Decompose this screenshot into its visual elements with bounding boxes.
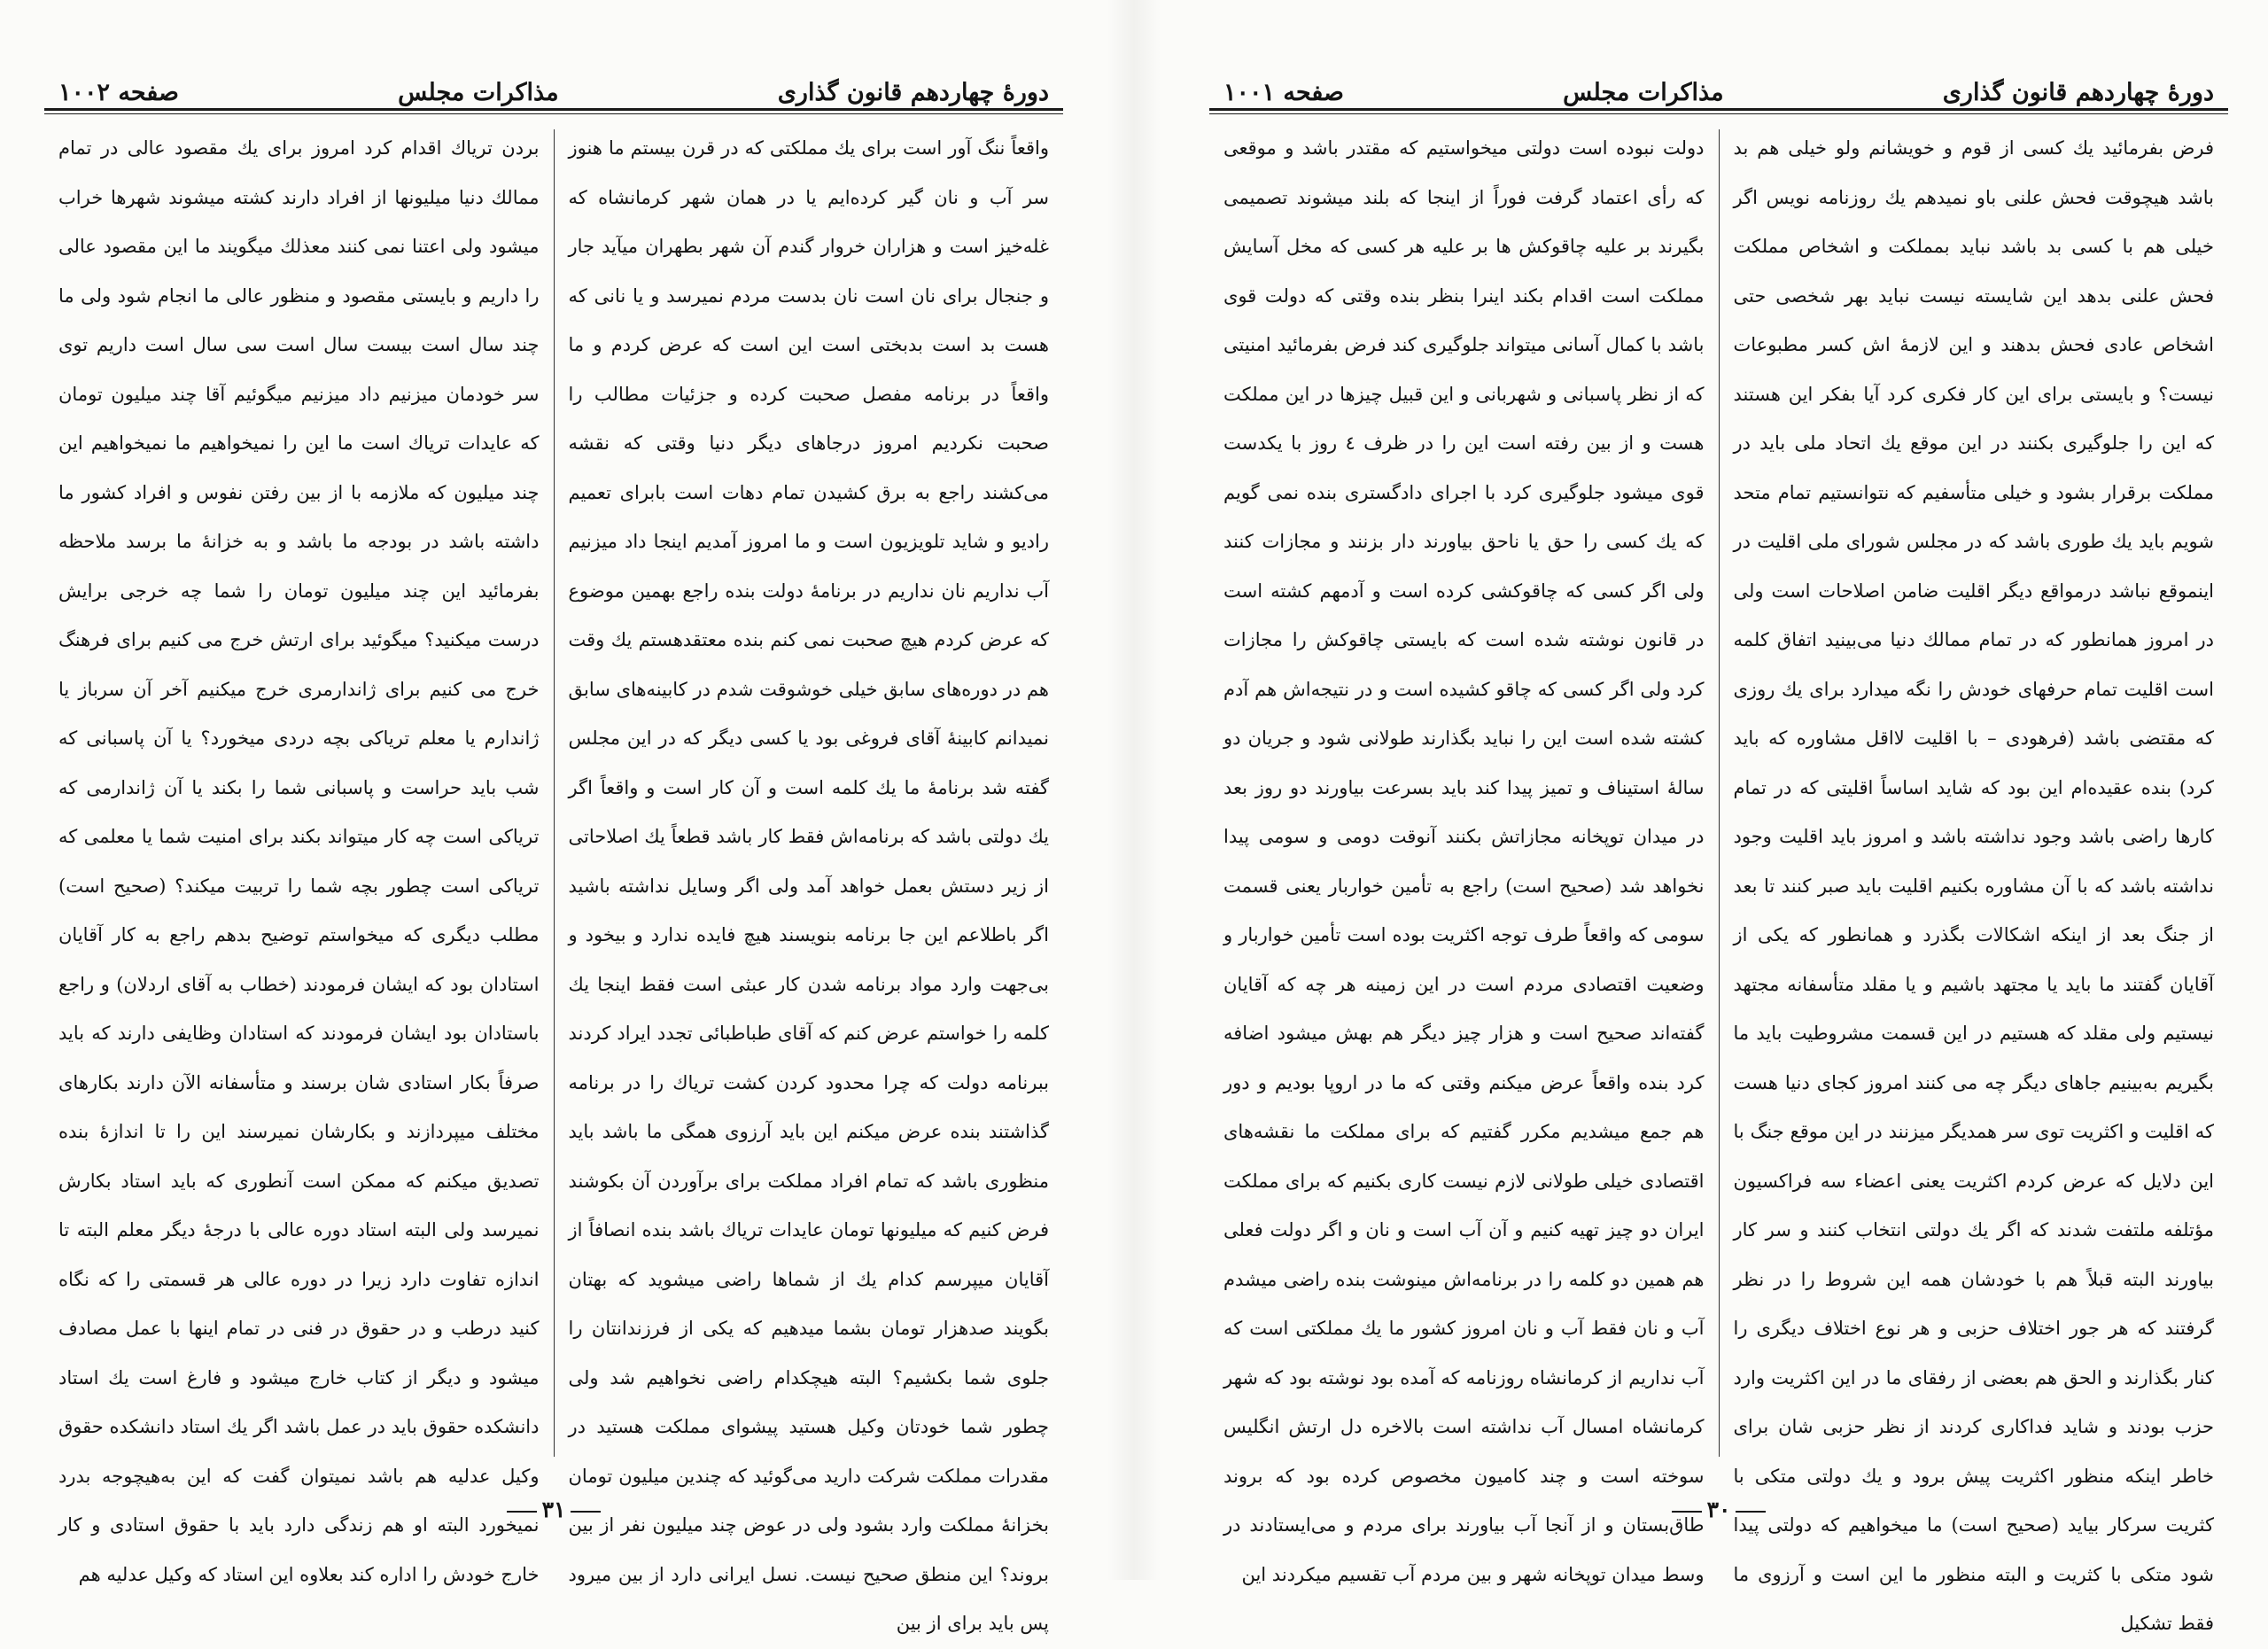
right-folio-number: ۳۰: [1706, 1497, 1731, 1522]
left-folio-number: ۳۱: [541, 1497, 566, 1522]
left-column-divider: [554, 129, 555, 1457]
right-session-title: دورهٔ چهاردهم قانون گذاری: [1942, 79, 2214, 106]
right-header-rule: [1209, 108, 2228, 111]
right-folio: [1209, 1497, 2228, 1522]
left-folio: [44, 1497, 1063, 1522]
folio-dash: [507, 1511, 537, 1513]
right-column-left-text: دولت نبوده است دولتی میخواستیم که مقتدر باشد و موقعی که رأی اعتماد گرفت فوراً از اینجا که بلند میشوند تصمیمی بگیرند بر علیه چاقوکش ها بر علیه هر کسی که مخل آسایش مملکت است اقدام بکند اینرا بنظر بنده وقتی که دولت قوی باشد با کمال آسانی میتواند جلوگیری کند فرض بفرمائید امنیتی که از نظر پاسبانی و شهربانی و این قبیل چیزها در این مملکت هست و از بین رفته است این را در ظرف ٤ روز با یکدست قوی میشود جلوگیری کرد با اجرای دادگستری بنده نمی گویم که یك کسی را حق یا ناحق بیاورند دار بزنند و مجازات کنند ولی اگر کسی که چاقوکشی کرده است و آدمهم کشته است در قانون نوشته شده است که بایستی چاقوکش را مجازات کرد ولی اگر کسی که چاقو کشیده است و در نتیجه‌اش هم آدم کشته شده است این را نباید بگذارند طولانی شود و جریان دو سالهٔ استیناف و تمیز پیدا کند باید بسرعت بیاورند دو روز بعد در میدان توپخانه مجازاتش بکنند آنوقت دومی و سومی پیدا نخواهد شد (صحیح است) راجع به تأمین خواربار یعنی قسمت سومی که واقعاً طرف توجه اکثریت بوده است تأمین خواربار و وضعیت اقتصادی مردم است در این زمینه هر چه که آقایان گفته‌اند صحیح است و هزار چیز دیگر هم بهش میشود اضافه کرد بنده واقعاً عرض میکنم وقتی که ما در اروپا بودیم و دور هم جمع میشدیم مکرر گفتیم که برای مملکت ما نقشه‌های اقتصادی خیلی طولانی لازم نیست کاری بکنیم که برای مملکت ایران دو چیز تهیه کنیم و آن آب است و نان و اگر دولت فعلی هم همین دو کلمه را در برنامه‌اش مینوشت بنده راضی میشدم آب و نان فقط آب و نان امروز کشور ما یك مملکتی است که آب نداریم از کرمانشاه روزنامه که آمده بود نوشته بود که شهر کرمانشاه امسال آب نداشته است بالاخره دل ارتش انگلیس سوخته است و چند کامیون مخصوص کرده بود که بروند طاق‌بستان و از آنجا آب بیاورند برای مردم و می‌ایستادند در وسط میدان توپخانه شهر و بین مردم آب تقسیم میکردند این: [1223, 137, 1705, 1585]
right-column-right-text: فرض بفرمائید یك کسی از قوم و خویشانم ولو خیلی هم بد باشد هیچوقت فحش علنی باو نمیدهم یك روزنامه نویس اگر خیلی هم با کسی بد باشد نباید بمملکت و اشخاص مملکت فحش علنی بدهد این شایسته نیست نباید بهر شخصی حتی اشخاص عادی فحش بدهند و این لازمهٔ اش کسر مطبوعات نیست؟ و بایستی برای این کار فکری کرد آیا بفکر این هستند که این را جلوگیری بکنند در این موقع یك اتحاد ملی باید در مملکت برقرار بشود و خیلی متأسفیم که نتوانستیم تمام متحد شویم باید یك طوری باشد که در مجلس شورای ملی اقلیت در اینموقع نباشد درمواقع دیگر اقلیت ضامن اصلاحات است ولی در امروز همانطور که در تمام ممالك دنیا می‌بینید اتفاق کلمه است اقلیت تمام حرفهای خودش را نگه میدارد برای یك روزی که مقتضی باشد (فرهودی – با اقلیت لااقل مشاوره که باید کرد) بنده عقیده‌ام این بود که شاید اساساً اقلیتی که در تمام کارها راضی باشد وجود نداشته باشد و امروز باید اقلیت وجود نداشته باشد که با آن مشاوره بکنیم اقلیت باید صبر کنند تا بعد از جنگ بعد از اینکه اشکالات بگذرد و همانطور که یکی از آقایان گفتند ما باید یا مجتهد باشیم و یا مقلد متأسفانه مجتهد نیستیم ولی مقلد که هستیم در این قسمت مشروطیت باید ما بگیریم به‌بینیم جاهای دیگر چه می کنند امروز کجای دنیا هست که اقلیت و اکثریت توی سر همدیگر میزنند در این موقع جنگ با این دلایل که عرض کردم اکثریت یعنی اعضاء سه فراکسیون مؤتلفه ملتفت شدند که اگر یك دولتی انتخاب کنند و سر کار بیاورند البته قبلاً هم با خودشان همه این شروط را در نظر گرفتند که هر جور اختلاف حزبی و هر نوع اختلاف دیگری را کنار بگذارند و الحق هم بعضی از رفقای ما در این اکثریت وارد حزب بودند و شاید فداکاری کردند از نظر حزبی شان برای خاطر اینکه منظور اکثریت پیش برود و یك دولتی متکی با کثریت سرکار بیاید (صحیح است) ما میخواهیم که دولتی پیدا شود متکی با کثریت و البته منظور ما این است و آرزوی ما فقط تشکیل: [1733, 137, 2214, 1634]
book-gutter: [1107, 0, 1161, 1580]
left-header-rule: [44, 108, 1063, 111]
right-running-head: [1209, 51, 2228, 106]
left-journal-title: مذاکرات مجلس: [398, 79, 559, 106]
left-column-left-text: بردن تریاك اقدام کرد امروز برای یك مقصود عالی در تمام ممالك دنیا میلیونها از افراد دارند کشته میشوند شهرها خراب میشود ولی اعتنا نمی کنند معذلك میگویند ما این مقصود عالی را داریم و بایستی مقصود و منظور عالی ما انجام شود ولی ما چند سال است بیست سال است سی سال است داریم توی سر خودمان میزنیم داد میزنیم میگوئیم آقا چند میلیون تومان که عایدات تریاك است ما این را نمیخواهیم ما نمیخواهیم این چند میلیون که ملازمه با از بین رفتن نفوس و افراد کشور ما داشته باشد در بودجه ما باشد و به خزانهٔ ما برسد ملاحظه بفرمائید این چند میلیون تومان را شما چه خرجی برایش درست میکنید؟ میگوئید برای ارتش خرج می کنیم برای فرهنگ خرج می کنیم برای ژاندارمری خرج میکنیم آخر آن سرباز یا ژاندارم یا معلم تریاکی بچه دردی میخورد؟ یا آن پاسبانی که شب باید حراست و پاسبانی شما را بکند یا آن ژاندارمی که تریاکی است چه کار میتواند بکند برای امنیت شما یا معلمی که تریاکی است چطور بچه شما را تربیت میکند؟ (صحیح است) مطلب دیگری که میخواستم توضیح بدهم راجع به کار آقایان استادان بود که ایشان فرمودند (خطاب به آقای اردلان) و راجع باستادان بود ایشان فرمودند که استادان وظایفی دارند که باید صرفاً بکار استادی شان برسند و متأسفانه الآن دارند بکارهای مختلف میپردازند و بکارشان نمیرسند این را تا اندازهٔ بنده تصدیق میکنم که ممکن است آنطوری که باید استاد بکارش نمیرسد ولی البته استاد دوره عالی با درجهٔ دیگر معلم البته تا اندازه تفاوت دارد زیرا در دوره عالی هر قسمتی را که نگاه کنید درطب و در حقوق در فنی در تمام اینها با عمل مصادف میشود و دیگر از کتاب خارج میشود و فارغ است یك استاد دانشکده حقوق باید در عمل باشد اگر یك استاد دانشکده حقوق وکیل عدلیه هم باشد نمیتوان گفت که این به‌هیچوجه بدرد نمیخورد البته او هم زندگی دارد باید با حقوق استادی و کار خارج خودش را اداره کند بعلاوه این استاد که وکیل عدلیه هم: [58, 137, 540, 1585]
left-page: [44, 44, 1063, 1634]
left-page-number: صفحه ۱۰۰۲: [58, 79, 179, 106]
right-column-divider: [1719, 129, 1720, 1457]
right-page-number: صفحه ۱۰۰۱: [1223, 79, 1344, 106]
left-running-head: [44, 51, 1063, 106]
left-session-title: دورهٔ چهاردهم قانون گذاری: [777, 79, 1049, 106]
right-journal-title: مذاکرات مجلس: [1563, 79, 1724, 106]
folio-dash: [571, 1511, 601, 1513]
folio-dash: [1736, 1511, 1766, 1513]
right-page: [1209, 44, 2228, 1634]
left-column-right-text: واقعاً ننگ آور است برای یك مملکتی که در قرن بیستم ما هنوز سر آب و نان گیر کرده‌ایم یا در همان شهر کرمانشاه که غله‌خیز است و هزاران خروار گندم آن شهر بطهران میآید جار و جنجال برای نان است نان بدست مردم نمیرسد و یا نانی که هست بد است بدبختی است این است که عرض کردم و ما واقعاً در برنامه مفصل صحبت کرده و جزئیات مطالب را صحبت نکردیم امروز درجاهای دیگر دنیا وقتی که نقشه می‌کشند راجع به برق کشیدن تمام دهات است بابرای تعمیم رادیو و شاید تلویزیون است و ما امروز آمدیم اینجا داد میزنیم آب نداریم نان نداریم در برنامهٔ دولت بنده راجع بهمین موضوع که عرض کردم هیچ صحبت نمی کنم بنده معتقدهستم یك وقت هم در دوره‌های سابق خیلی خوشوقت شدم در کابینه‌های سابق نمیدانم کابینهٔ آقای فروغی بود یا کسی دیگر که در این مجلس گفته شد برنامهٔ ما یك کلمه است و آن کار است و واقعاً اگر یك دولتی باشد که برنامه‌اش فقط کار باشد قطعاً یك اصلاحاتی از زیر دستش بعمل خواهد آمد ولی اگر وسایل نداشته باشید اگر باطلاعم این جا برنامه بنویسند هیچ فایده ندارد و بیخود و بی‌جهت وارد مواد برنامه شدن کار عبثی است فقط اینجا یك کلمه را خواستم عرض کنم که آقای طباطبائی تجدد ایراد کردند ببرنامه دولت که چرا محدود کردن کشت تریاك را در برنامه گذاشتند بنده عرض میکنم این باید آرزوی همگی ما باشد باید منظوری باشد که تمام افراد مملکت برای برآوردن آن بکوشند فرض کنیم که میلیونها تومان عایدات تریاك باشد بنده انصافاً از آقایان میپرسم کدام یك از شماها راضی میشوید که بهتان بگویند صدهزار تومان بشما میدهیم که یکی از فرزندانتان را جلوی شما بکشیم؟ البته هیچکدام راضی نخواهیم شد ولی چطور شما خودتان وکیل هستید پیشوای مملکت هستید در مقدرات مملکت شرکت دارید می‌گوئید که چندین میلیون تومان بخزانهٔ مملکت وارد بشود ولی در عوض چند میلیون نفر از بین بروند؟ این منطق صحیح نیست. نسل ایرانی دارد از بین میرود پس باید برای از بین: [568, 137, 1049, 1634]
folio-dash: [1672, 1511, 1702, 1513]
right-column-right: [1720, 124, 2229, 1634]
left-column-right: [555, 124, 1064, 1634]
